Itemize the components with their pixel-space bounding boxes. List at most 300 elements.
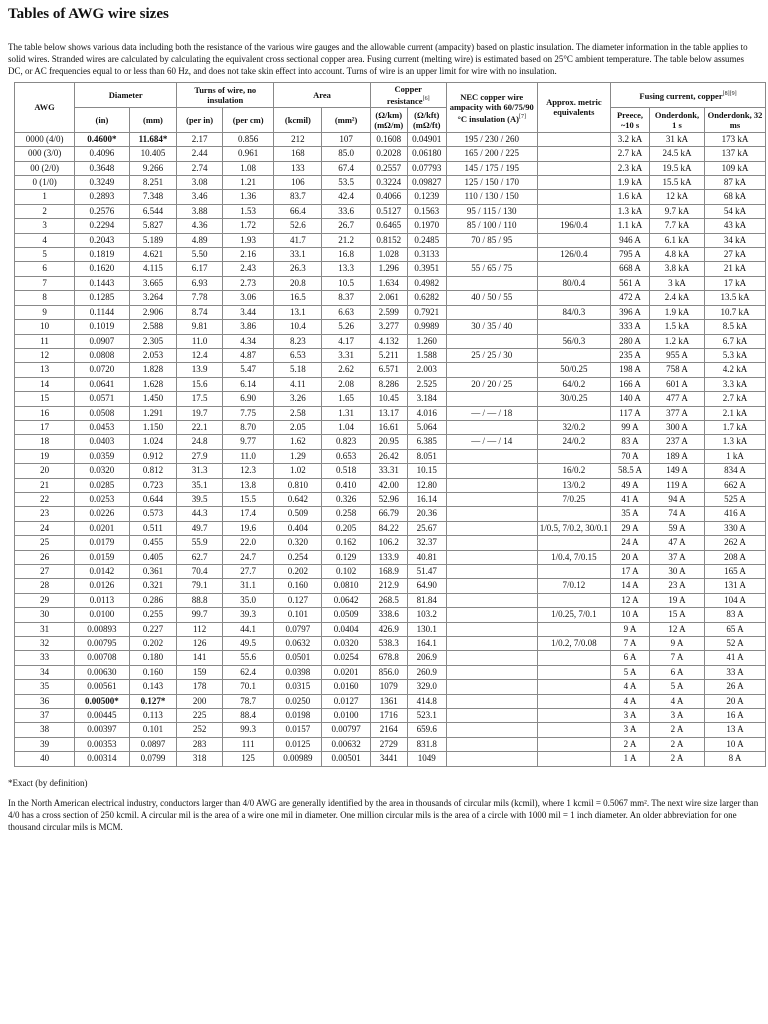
header-area-mm2: (mm²) <box>322 107 370 132</box>
cell-area-kcmil: 8.23 <box>274 334 322 348</box>
cell-turns-in: 31.3 <box>177 464 223 478</box>
header-dia-mm: (mm) <box>129 107 177 132</box>
cell-res-km: 678.8 <box>370 651 407 665</box>
cell-fuse-onderdonk-1s: 377 A <box>650 406 705 420</box>
cell-area-kcmil: 2.58 <box>274 406 322 420</box>
cell-area-mm2: 0.653 <box>322 449 370 463</box>
cell-metric: 80/0.4 <box>537 276 610 290</box>
cell-fuse-preece: 2.3 kA <box>611 161 650 175</box>
cell-turns-in: 79.1 <box>177 579 223 593</box>
cell-fuse-onderdonk-32ms: 137 kA <box>705 147 766 161</box>
cell-awg: 000 (3/0) <box>15 147 75 161</box>
cell-dia-in: 0.0403 <box>75 435 130 449</box>
cell-awg: 21 <box>15 478 75 492</box>
cell-turns-cm: 70.1 <box>223 680 274 694</box>
cell-turns-cm: 1.08 <box>223 161 274 175</box>
cell-res-kft: 103.2 <box>407 608 446 622</box>
cell-awg: 16 <box>15 406 75 420</box>
cell-fuse-onderdonk-32ms: 165 A <box>705 565 766 579</box>
cell-fuse-preece: 117 A <box>611 406 650 420</box>
cell-turns-in: 4.89 <box>177 233 223 247</box>
cell-nec-ampacity: 85 / 100 / 110 <box>446 219 537 233</box>
cell-area-mm2: 4.17 <box>322 334 370 348</box>
table-row <box>15 680 766 694</box>
cell-res-km: 268.5 <box>370 593 407 607</box>
header-fuse-onderdonk-32ms: Onderdonk, 32 ms <box>705 107 766 132</box>
cell-nec-ampacity: 125 / 150 / 170 <box>446 176 537 190</box>
table-row <box>15 204 766 218</box>
cell-turns-in: 159 <box>177 665 223 679</box>
cell-area-mm2: 0.0642 <box>322 593 370 607</box>
cell-area-kcmil: 66.4 <box>274 204 322 218</box>
table-row <box>15 276 766 290</box>
cell-metric <box>537 622 610 636</box>
cell-dia-mm: 2.906 <box>129 305 177 319</box>
cell-nec-ampacity <box>446 305 537 319</box>
cell-res-kft: 1.260 <box>407 334 446 348</box>
cell-fuse-preece: 14 A <box>611 579 650 593</box>
cell-awg: 30 <box>15 608 75 622</box>
cell-metric: 7/0.25 <box>537 492 610 506</box>
cell-dia-mm: 0.180 <box>129 651 177 665</box>
cell-awg: 19 <box>15 449 75 463</box>
cell-res-kft: 0.07793 <box>407 161 446 175</box>
cell-dia-mm: 0.0897 <box>129 737 177 751</box>
fusing-ref[interactable]: [8][9] <box>722 91 737 97</box>
cell-fuse-preece: 280 A <box>611 334 650 348</box>
cell-res-km: 0.4066 <box>370 190 407 204</box>
cell-area-mm2: 0.410 <box>322 478 370 492</box>
cell-turns-in: 35.1 <box>177 478 223 492</box>
cell-nec-ampacity <box>446 248 537 262</box>
cell-fuse-onderdonk-1s: 23 A <box>650 579 705 593</box>
cell-metric <box>537 147 610 161</box>
cell-nec-ampacity <box>446 521 537 535</box>
cell-dia-in: 0.0179 <box>75 536 130 550</box>
cell-dia-mm: 0.812 <box>129 464 177 478</box>
cell-awg: 9 <box>15 305 75 319</box>
table-row <box>15 291 766 305</box>
table-row <box>15 262 766 276</box>
cell-fuse-preece: 2.7 kA <box>611 147 650 161</box>
cell-area-mm2: 0.162 <box>322 536 370 550</box>
copper-ref[interactable]: [6] <box>422 96 430 102</box>
cell-dia-in: 0.00353 <box>75 737 130 751</box>
cell-turns-cm: 35.0 <box>223 593 274 607</box>
cell-dia-in: 0.00500* <box>75 694 130 708</box>
cell-nec-ampacity <box>446 608 537 622</box>
table-row <box>15 320 766 334</box>
cell-area-kcmil: 16.5 <box>274 291 322 305</box>
cell-fuse-onderdonk-32ms: 834 A <box>705 464 766 478</box>
cell-fuse-onderdonk-32ms: 662 A <box>705 478 766 492</box>
cell-area-mm2: 0.326 <box>322 492 370 506</box>
cell-turns-in: 27.9 <box>177 449 223 463</box>
cell-metric <box>537 737 610 751</box>
cell-dia-mm: 1.150 <box>129 420 177 434</box>
table-row <box>15 492 766 506</box>
cell-turns-cm: 9.77 <box>223 435 274 449</box>
cell-fuse-onderdonk-1s: 119 A <box>650 478 705 492</box>
cell-turns-in: 2.17 <box>177 132 223 146</box>
cell-fuse-onderdonk-32ms: 41 A <box>705 651 766 665</box>
cell-turns-in: 6.17 <box>177 262 223 276</box>
header-diameter: Diameter <box>75 83 177 108</box>
cell-fuse-onderdonk-1s: 4 A <box>650 694 705 708</box>
cell-awg: 35 <box>15 680 75 694</box>
cell-turns-in: 39.5 <box>177 492 223 506</box>
cell-metric <box>537 291 610 305</box>
cell-turns-cm: 44.1 <box>223 622 274 636</box>
cell-res-km: 3441 <box>370 752 407 766</box>
cell-awg: 5 <box>15 248 75 262</box>
cell-res-km: 1.634 <box>370 276 407 290</box>
cell-dia-mm: 0.405 <box>129 550 177 564</box>
cell-res-kft: 64.90 <box>407 579 446 593</box>
cell-fuse-onderdonk-1s: 2 A <box>650 723 705 737</box>
cell-dia-in: 0.0320 <box>75 464 130 478</box>
cell-awg: 25 <box>15 536 75 550</box>
cell-nec-ampacity <box>446 737 537 751</box>
cell-dia-in: 0.00795 <box>75 637 130 651</box>
cell-res-kft: 4.016 <box>407 406 446 420</box>
cell-dia-in: 0.1285 <box>75 291 130 305</box>
cell-res-kft: 164.1 <box>407 637 446 651</box>
table-row <box>15 147 766 161</box>
cell-awg: 4 <box>15 233 75 247</box>
cell-dia-mm: 1.291 <box>129 406 177 420</box>
cell-fuse-preece: 166 A <box>611 377 650 391</box>
cell-nec-ampacity <box>446 665 537 679</box>
header-res-km: (Ω/km) (mΩ/m) <box>370 107 407 132</box>
cell-nec-ampacity <box>446 536 537 550</box>
cell-dia-mm: 0.0799 <box>129 752 177 766</box>
cell-metric <box>537 320 610 334</box>
cell-area-kcmil: 83.7 <box>274 190 322 204</box>
cell-res-kft: 20.36 <box>407 507 446 521</box>
cell-dia-in: 0.3648 <box>75 161 130 175</box>
cell-awg: 6 <box>15 262 75 276</box>
cell-metric: 196/0.4 <box>537 219 610 233</box>
header-copper-text: Copper resistance <box>386 84 423 106</box>
cell-turns-in: 283 <box>177 737 223 751</box>
cell-fuse-onderdonk-1s: 4.8 kA <box>650 248 705 262</box>
table-row <box>15 420 766 434</box>
cell-dia-mm: 0.912 <box>129 449 177 463</box>
cell-dia-mm: 6.544 <box>129 204 177 218</box>
cell-res-kft: 831.8 <box>407 737 446 751</box>
cell-awg: 23 <box>15 507 75 521</box>
cell-dia-mm: 11.684* <box>129 132 177 146</box>
cell-fuse-onderdonk-32ms: 173 kA <box>705 132 766 146</box>
cell-nec-ampacity <box>446 449 537 463</box>
cell-area-kcmil: 0.0398 <box>274 665 322 679</box>
cell-res-km: 8.286 <box>370 377 407 391</box>
cell-turns-in: 49.7 <box>177 521 223 535</box>
cell-fuse-onderdonk-1s: 758 A <box>650 363 705 377</box>
cell-turns-cm: 0.856 <box>223 132 274 146</box>
cell-metric: 7/0.12 <box>537 579 610 593</box>
table-row <box>15 622 766 636</box>
cell-res-km: 52.96 <box>370 492 407 506</box>
cell-nec-ampacity <box>446 550 537 564</box>
cell-area-kcmil: 1.62 <box>274 435 322 449</box>
cell-fuse-onderdonk-32ms: 2.1 kA <box>705 406 766 420</box>
table-row <box>15 248 766 262</box>
cell-fuse-onderdonk-1s: 3 kA <box>650 276 705 290</box>
cell-metric <box>537 752 610 766</box>
cell-res-kft: 81.84 <box>407 593 446 607</box>
cell-awg: 33 <box>15 651 75 665</box>
cell-turns-cm: 15.5 <box>223 492 274 506</box>
cell-res-kft: 5.064 <box>407 420 446 434</box>
cell-res-km: 2.061 <box>370 291 407 305</box>
cell-metric: 1/0.5, 7/0.2, 30/0.1 <box>537 521 610 535</box>
cell-fuse-onderdonk-1s: 31 kA <box>650 132 705 146</box>
cell-fuse-onderdonk-1s: 2 A <box>650 737 705 751</box>
cell-fuse-onderdonk-32ms: 4.2 kA <box>705 363 766 377</box>
cell-res-kft: 260.9 <box>407 665 446 679</box>
cell-res-kft: 2.525 <box>407 377 446 391</box>
cell-res-km: 856.0 <box>370 665 407 679</box>
cell-dia-in: 0.00708 <box>75 651 130 665</box>
cell-area-mm2: 10.5 <box>322 276 370 290</box>
cell-area-mm2: 0.205 <box>322 521 370 535</box>
cell-awg: 39 <box>15 737 75 751</box>
cell-res-km: 0.2028 <box>370 147 407 161</box>
cell-dia-in: 0.0453 <box>75 420 130 434</box>
cell-dia-in: 0.2043 <box>75 233 130 247</box>
cell-dia-mm: 10.405 <box>129 147 177 161</box>
cell-nec-ampacity <box>446 752 537 766</box>
cell-res-kft: 3.184 <box>407 392 446 406</box>
cell-metric <box>537 348 610 362</box>
cell-area-kcmil: 0.254 <box>274 550 322 564</box>
cell-fuse-onderdonk-1s: 9.7 kA <box>650 204 705 218</box>
cell-res-km: 10.45 <box>370 392 407 406</box>
cell-res-km: 6.571 <box>370 363 407 377</box>
cell-dia-mm: 3.665 <box>129 276 177 290</box>
cell-area-mm2: 0.0509 <box>322 608 370 622</box>
header-copper-resistance <box>370 83 446 108</box>
cell-area-kcmil: 2.05 <box>274 420 322 434</box>
cell-nec-ampacity <box>446 420 537 434</box>
cell-fuse-preece: 1.3 kA <box>611 204 650 218</box>
cell-dia-mm: 2.588 <box>129 320 177 334</box>
cell-area-mm2: 0.129 <box>322 550 370 564</box>
cell-fuse-onderdonk-32ms: 131 A <box>705 579 766 593</box>
cell-nec-ampacity <box>446 622 537 636</box>
cell-area-mm2: 107 <box>322 132 370 146</box>
cell-area-kcmil: 5.18 <box>274 363 322 377</box>
cell-nec-ampacity <box>446 651 537 665</box>
cell-nec-ampacity <box>446 276 537 290</box>
cell-area-mm2: 0.0201 <box>322 665 370 679</box>
cell-fuse-preece: 70 A <box>611 449 650 463</box>
cell-awg: 1 <box>15 190 75 204</box>
cell-area-kcmil: 106 <box>274 176 322 190</box>
cell-awg: 0 (1/0) <box>15 176 75 190</box>
cell-res-kft: 0.4982 <box>407 276 446 290</box>
cell-awg: 11 <box>15 334 75 348</box>
table-row <box>15 435 766 449</box>
footnote: *Exact (by definition) <box>8 777 88 788</box>
cell-dia-in: 0.0142 <box>75 565 130 579</box>
cell-metric: 30/0.25 <box>537 392 610 406</box>
cell-res-km: 2729 <box>370 737 407 751</box>
cell-dia-in: 0.00630 <box>75 665 130 679</box>
cell-area-kcmil: 0.509 <box>274 507 322 521</box>
cell-nec-ampacity: — / — / 18 <box>446 406 537 420</box>
cell-area-mm2: 1.65 <box>322 392 370 406</box>
table-row <box>15 507 766 521</box>
cell-area-kcmil: 26.3 <box>274 262 322 276</box>
cell-fuse-onderdonk-32ms: 208 A <box>705 550 766 564</box>
cell-fuse-onderdonk-1s: 74 A <box>650 507 705 521</box>
cell-metric: 1/0.25, 7/0.1 <box>537 608 610 622</box>
cell-metric: 126/0.4 <box>537 248 610 262</box>
cell-area-kcmil: 168 <box>274 147 322 161</box>
cell-fuse-preece: 58.5 A <box>611 464 650 478</box>
cell-fuse-onderdonk-32ms: 65 A <box>705 622 766 636</box>
cell-res-kft: 0.9989 <box>407 320 446 334</box>
cell-turns-in: 24.8 <box>177 435 223 449</box>
cell-fuse-onderdonk-1s: 300 A <box>650 420 705 434</box>
cell-nec-ampacity <box>446 392 537 406</box>
table-row <box>15 219 766 233</box>
cell-nec-ampacity <box>446 579 537 593</box>
cell-dia-mm: 0.255 <box>129 608 177 622</box>
cell-area-mm2: 8.37 <box>322 291 370 305</box>
cell-awg: 22 <box>15 492 75 506</box>
cell-metric <box>537 262 610 276</box>
cell-area-kcmil: 0.0632 <box>274 637 322 651</box>
cell-res-km: 0.5127 <box>370 204 407 218</box>
cell-fuse-onderdonk-1s: 12 kA <box>650 190 705 204</box>
cell-res-km: 1.296 <box>370 262 407 276</box>
cell-fuse-preece: 7 A <box>611 637 650 651</box>
cell-nec-ampacity: 40 / 50 / 55 <box>446 291 537 305</box>
cell-fuse-onderdonk-1s: 19.5 kA <box>650 161 705 175</box>
cell-dia-in: 0.0508 <box>75 406 130 420</box>
cell-turns-cm: 6.14 <box>223 377 274 391</box>
cell-res-km: 5.211 <box>370 348 407 362</box>
cell-turns-in: 141 <box>177 651 223 665</box>
cell-res-km: 426.9 <box>370 622 407 636</box>
cell-awg: 38 <box>15 723 75 737</box>
cell-fuse-onderdonk-32ms: 262 A <box>705 536 766 550</box>
cell-nec-ampacity <box>446 334 537 348</box>
cell-area-kcmil: 0.0797 <box>274 622 322 636</box>
nec-ref[interactable]: [7] <box>518 113 526 120</box>
cell-metric: 64/0.2 <box>537 377 610 391</box>
table-row <box>15 363 766 377</box>
cell-res-km: 0.1608 <box>370 132 407 146</box>
table-row <box>15 176 766 190</box>
cell-turns-cm: 2.16 <box>223 248 274 262</box>
cell-turns-cm: 5.47 <box>223 363 274 377</box>
cell-res-kft: 32.37 <box>407 536 446 550</box>
cell-dia-in: 0.1620 <box>75 262 130 276</box>
cell-awg: 2 <box>15 204 75 218</box>
cell-awg: 3 <box>15 219 75 233</box>
cell-dia-in: 0.00314 <box>75 752 130 766</box>
cell-fuse-preece: 333 A <box>611 320 650 334</box>
cell-fuse-onderdonk-32ms: 16 A <box>705 709 766 723</box>
cell-fuse-onderdonk-32ms: 1.7 kA <box>705 420 766 434</box>
cell-fuse-preece: 396 A <box>611 305 650 319</box>
cell-turns-cm: 24.7 <box>223 550 274 564</box>
cell-dia-mm: 4.115 <box>129 262 177 276</box>
cell-fuse-onderdonk-1s: 5 A <box>650 680 705 694</box>
cell-res-km: 168.9 <box>370 565 407 579</box>
cell-dia-mm: 0.455 <box>129 536 177 550</box>
cell-turns-cm: 88.4 <box>223 709 274 723</box>
cell-fuse-preece: 20 A <box>611 550 650 564</box>
cell-fuse-onderdonk-1s: 12 A <box>650 622 705 636</box>
cell-metric <box>537 190 610 204</box>
cell-turns-cm: 1.53 <box>223 204 274 218</box>
table-row <box>15 464 766 478</box>
cell-area-mm2: 13.3 <box>322 262 370 276</box>
table-row <box>15 406 766 420</box>
cell-res-km: 20.95 <box>370 435 407 449</box>
cell-metric <box>537 593 610 607</box>
cell-res-kft: 0.04901 <box>407 132 446 146</box>
cell-metric <box>537 204 610 218</box>
header-turns-cm: (per cm) <box>223 107 274 132</box>
cell-turns-cm: 31.1 <box>223 579 274 593</box>
cell-area-mm2: 0.102 <box>322 565 370 579</box>
table-row <box>15 694 766 708</box>
cell-dia-in: 0.1443 <box>75 276 130 290</box>
cell-metric: 24/0.2 <box>537 435 610 449</box>
cell-fuse-onderdonk-1s: 3 A <box>650 709 705 723</box>
header-fusing-text: Fusing current, copper <box>639 90 723 101</box>
cell-fuse-preece: 9 A <box>611 622 650 636</box>
cell-res-km: 0.2557 <box>370 161 407 175</box>
cell-turns-cm: 0.961 <box>223 147 274 161</box>
cell-res-kft: 523.1 <box>407 709 446 723</box>
cell-fuse-preece: 1 A <box>611 752 650 766</box>
cell-area-mm2: 26.7 <box>322 219 370 233</box>
table-row <box>15 132 766 146</box>
cell-res-kft: 0.1563 <box>407 204 446 218</box>
cell-res-kft: 206.9 <box>407 651 446 665</box>
cell-dia-mm: 0.227 <box>129 622 177 636</box>
cell-turns-in: 44.3 <box>177 507 223 521</box>
cell-area-kcmil: 0.642 <box>274 492 322 506</box>
cell-metric <box>537 233 610 247</box>
cell-area-mm2: 53.5 <box>322 176 370 190</box>
cell-fuse-onderdonk-32ms: 26 A <box>705 680 766 694</box>
cell-awg: 12 <box>15 348 75 362</box>
cell-fuse-onderdonk-32ms: 3.3 kA <box>705 377 766 391</box>
cell-awg: 32 <box>15 637 75 651</box>
cell-metric: 32/0.2 <box>537 420 610 434</box>
cell-turns-in: 3.88 <box>177 204 223 218</box>
cell-res-kft: 1049 <box>407 752 446 766</box>
cell-turns-cm: 3.86 <box>223 320 274 334</box>
awg-table <box>14 82 766 767</box>
cell-fuse-preece: 198 A <box>611 363 650 377</box>
cell-area-kcmil: 52.6 <box>274 219 322 233</box>
cell-res-kft: 414.8 <box>407 694 446 708</box>
cell-dia-in: 0.0720 <box>75 363 130 377</box>
cell-area-kcmil: 0.404 <box>274 521 322 535</box>
cell-dia-in: 0.00397 <box>75 723 130 737</box>
cell-turns-cm: 12.3 <box>223 464 274 478</box>
